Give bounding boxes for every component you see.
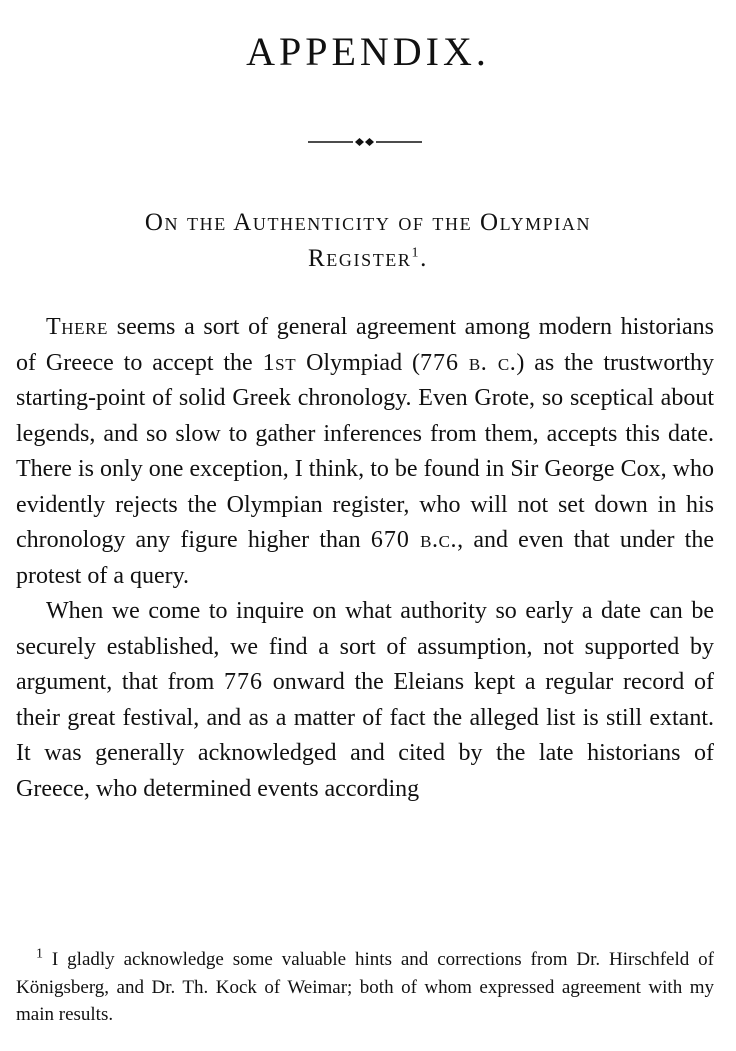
section-title-line-1: On the Authenticity of the Olympian	[144, 209, 592, 236]
paragraph-1-text-b: Olympiad (	[296, 349, 420, 376]
footnote-text	[16, 946, 714, 1029]
paragraph-2	[16, 594, 714, 807]
paragraph-2-text-a: When we come to inquire on what authority so early a date can be securely established, we find a sort of assumption, not supported by argument, that from	[16, 598, 714, 695]
paragraph-lead-word: There	[46, 314, 109, 340]
footnote-mark: 1	[36, 946, 43, 962]
ordinal-first: 1st	[262, 349, 297, 376]
section-title-line-2	[0, 241, 736, 277]
paragraph-1-text-d: , and even that under the protest of a query.	[16, 527, 715, 589]
year-670: 670	[370, 527, 410, 553]
footnote-reference: 1	[411, 245, 421, 261]
year-776-b: 776	[224, 669, 264, 695]
footnote	[16, 946, 714, 1029]
main-text	[16, 310, 714, 807]
divider-ornament	[308, 134, 422, 150]
paragraph-1	[16, 310, 714, 594]
footnote-body: I gladly acknowledge some valuable hints and corrections from Dr. Hirschfeld of Königsberg, and Dr. Th. Kock of Weimar; both of whom expressed agreement with my main results.	[16, 949, 714, 1025]
section-title	[0, 205, 736, 277]
paragraph-1-text-a: seems a sort of general agreement among modern historians of Greece to accept the	[16, 314, 714, 376]
era-bc-2: b.c.	[420, 527, 458, 553]
paragraph-1-text-c: ) as the trustworthy starting-point of solid Greek chronology. Even Grote, so sceptical about legends, and so slow to gather inferences from them, accepts this date. There is only one exception, I think, to be found in Sir George Cox, who evidently rejects the Olympian register, who will not set down in his chronology any figure higher than	[16, 349, 715, 553]
section-title-period: .	[420, 245, 428, 272]
paragraph-2-text-b: onward the Eleians kept a regular record of their great festival, and as a matter of fact the alleged list is still extant. It was generally acknowledged and cited by the late historians of Greece, who determined events according	[16, 669, 714, 802]
year-776: 776	[419, 349, 459, 376]
appendix-heading: APPENDIX.	[246, 29, 490, 74]
section-title-word: Register	[308, 245, 412, 272]
era-bc: b. c.	[468, 349, 517, 376]
